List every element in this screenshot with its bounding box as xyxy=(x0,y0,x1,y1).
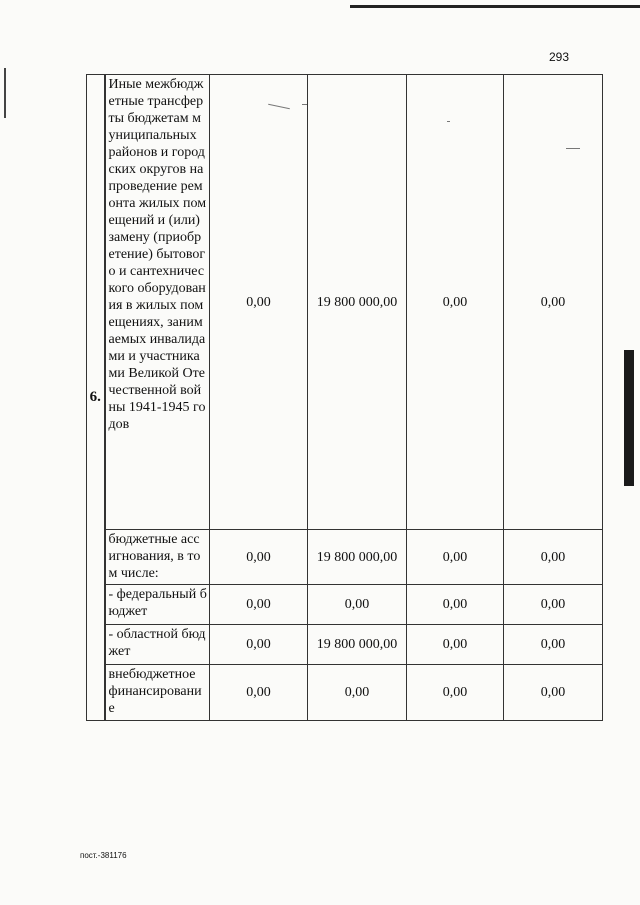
page-number: 293 xyxy=(549,50,570,64)
value-cell: 0,00 xyxy=(504,625,603,665)
table-row xyxy=(87,530,603,585)
value-cell: 0,00 xyxy=(407,665,504,721)
value-cell: 0,00 xyxy=(407,530,504,585)
table-row xyxy=(87,665,603,721)
value-cell: 0,00 xyxy=(210,530,308,585)
value-cell: 19 800 000,00 xyxy=(308,75,407,530)
value-cell: 0,00 xyxy=(407,625,504,665)
value-cell: 0,00 xyxy=(407,75,504,530)
value-cell: 19 800 000,00 xyxy=(308,625,407,665)
value-cell: 0,00 xyxy=(504,585,603,625)
value-cell: 0,00 xyxy=(210,625,308,665)
document-reference: пост.-381176 xyxy=(80,851,127,860)
value-cell: 0,00 xyxy=(210,665,308,721)
table-row xyxy=(87,625,603,665)
value-cell: 0,00 xyxy=(308,665,407,721)
value-cell: 0,00 xyxy=(504,530,603,585)
value-cell: 0,00 xyxy=(504,75,603,530)
row-name: - федеральный бюджет xyxy=(105,585,210,625)
value-cell: 0,00 xyxy=(210,585,308,625)
row-name: внебюджетное финансирование xyxy=(105,665,210,721)
row-name: - областной бюджет xyxy=(105,625,210,665)
row-number: 6. xyxy=(87,75,105,721)
value-cell: 0,00 xyxy=(504,665,603,721)
row-name: бюджетные ассигнования, в том числе: xyxy=(105,530,210,585)
scan-top-rule xyxy=(350,5,640,8)
scan-left-mark xyxy=(4,68,6,118)
value-cell: 0,00 xyxy=(308,585,407,625)
scan-edge-bar xyxy=(624,350,634,486)
table-row xyxy=(87,585,603,625)
budget-table xyxy=(86,74,603,721)
table-row xyxy=(87,75,603,530)
value-cell: 19 800 000,00 xyxy=(308,530,407,585)
row-name: Иные межбюджетные трансферты бюджетам муниципальных районов и городских округов на проведение ремонта жилых помещений и (или) замену (приобретение) бытового и сантехнического оборудования в жилых помещениях, занимаемых инвалидами и участниками Великой Отечественной войны 1941-1945 годов xyxy=(105,75,210,530)
value-cell: 0,00 xyxy=(407,585,504,625)
value-cell: 0,00 xyxy=(210,75,308,530)
